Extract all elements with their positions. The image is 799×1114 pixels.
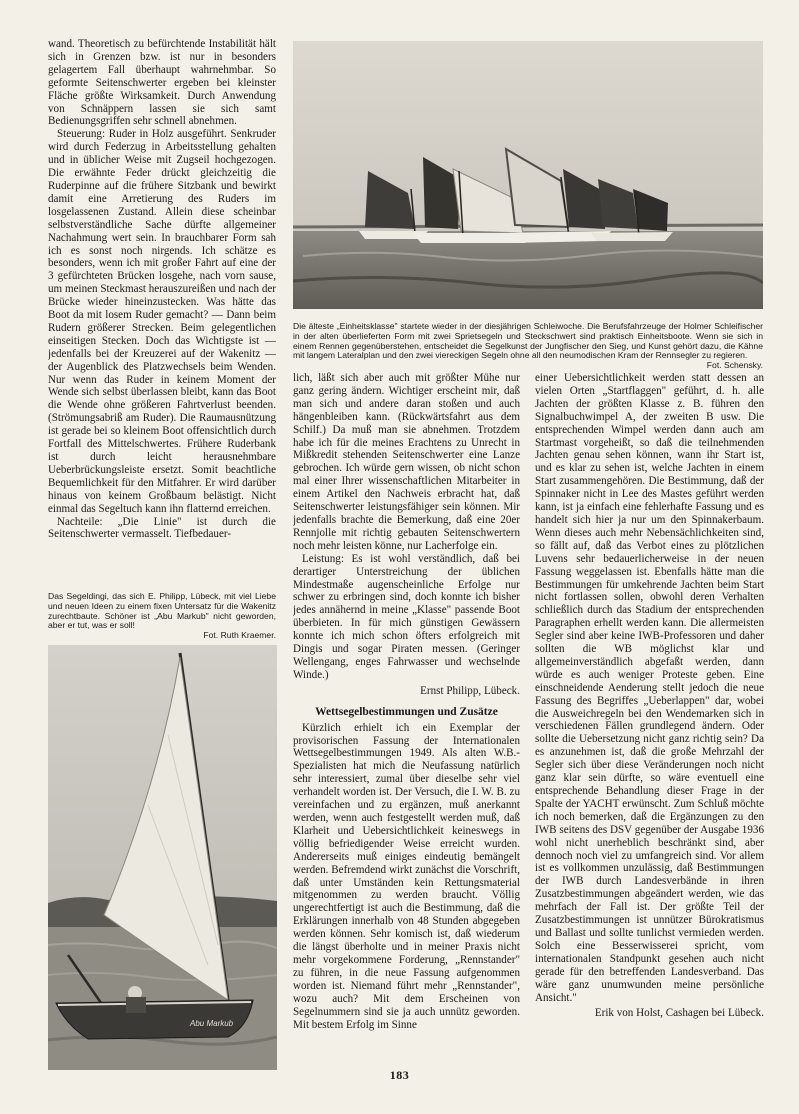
- photo-credit: Fot. Schensky.: [706, 360, 763, 371]
- svg-text:Abu Markub: Abu Markub: [190, 1019, 234, 1028]
- photo-credit: Fot. Ruth Kraemer.: [203, 630, 276, 641]
- paragraph: Nachteile: „Die Linie" ist durch die Seitenschwerter vermasselt. Tiefbedauer-: [48, 515, 276, 541]
- regatta-illustration: [293, 41, 763, 309]
- paragraph: Steuerung: Ruder in Holz ausgeführt. Senkruder wird durch Federzug in Arbeitsstellung gehalten und in üblicher Weise mit Zugseil hochgezogen. Die erwähnte Feder drückt gleichzeitig die Ruderpinne auf die frühere Sitzbank und bewirkt damit eine Arretierung des Ruders im losgelassenen Zustand. Allein diese scheinbar selbstverständliche Sache dürfte allgemeiner Nachahmung wert sein. In brauchbarer Form sah ich es sonst noch nirgends. Ich schätze es besonders, wenn ich mit großer Fahrt auf eine der 3 gefürchteten Brücken losgehe, nach vorn sause, um meinen Steckmast herauszureißen und nach der Brücke wieder hineinzustecken. Was hätte das Boot da mit losem Ruder gemacht? — Dann beim Rudern größerer Strecken. Beim gelegentlichen einseitigen Stecken. Doch das Wichtigste ist — jedenfalls bei der Kreuzerei auf der Wakenitz — der Augenblick des Platzwechsels beim Wenden. Nur wenn das Ruder in keinem Moment der Wende sich selbst überlassen bleibt, kann das Boot die Wende ohne größeren Fahrtverlust beenden. (Strömungsabriß am Ruder). Die Raumausnützung ist gerade bei so kleinem Boot offensichtlich durch Fortfall des Mittelschwertes. Frühere Ruderbank ist durch leicht herausnehmbare Ueberbrückungsleiste ersetzt. Somit beachtliche Bequemlichkeit für den Mitfahrer. Er wird darüber hinaus von keinem Großbaum belästigt. Nicht einmal das Segeltuch kann ihn flatternd erreichen.: [48, 128, 276, 515]
- caption-text: Das Segeldingi, das sich E. Philipp, Lübeck, mit viel Liebe und neuen Ideen zu einem fixen Untersatz für die Wakenitz zurechtbaute. Schöner ist „Abu Markub" nicht geworden, aber er tut, was er soll!: [48, 591, 276, 631]
- paragraph: Kürzlich erhielt ich ein Exemplar der provisorischen Fassung der Internationalen Wettsegelbestimmungen 1949. Als alten W.B.-Spezialisten hat mich die Neufassung natürlich sehr interessiert, zumal über dieselbe sehr viel verhandelt worden ist. Der Versuch, die I. W. B. zu vereinfachen und zu ergänzen, muß anerkannt werden, wenn auch festgestellt werden muß, daß Klarheit und Uebersichtlichkeit keineswegs in völlig befriedigender Weise erreicht wurden. Andererseits muß einiges eindeutig bemängelt werden. Befremdend wirkt zunächst die Vorschrift, daß unter Umständen kein Rettungsmaterial mitgenommen zu werden braucht. Völlig ungerechtfertigt ist auch die Bestimmung, daß die Erklärungen innerhalb von 48 Stunden abgegeben werden können. Sehr komisch ist, daß wiederum die längst überholte und in meiner Praxis nicht mehr vorgekommene Forderung, „Rennstander" zu führen, in die neue Fassung aufgenommen worden ist. Niemand führt mehr „Rennstander", wozu auch? Mit dem Erscheinen von Segelnummern sind sie ja auch unnütz geworden. Mit bestem Erfolg im Sinne: [293, 721, 520, 1031]
- regatta-photo-caption: [293, 322, 763, 371]
- left-photo-caption: [48, 592, 276, 641]
- middle-column-text: [293, 372, 520, 1058]
- author-signature: Erik von Holst, Cashagen bei Lübeck.: [594, 1007, 764, 1020]
- caption-text: Die älteste „Einheitsklasse" startete wieder in der diesjährigen Schleiwoche. Die Berufsfahrzeuge der Holmer Schleifischer in der alten überlieferten Form mit zwei Sprietsegeln und Steckschwert sind praktisch Einheitsboote. Wenn sie sich in einem Rennen gegenüberstehen, entscheidet die Segelkunst der Jungfischer den Sieg, und Kunst gehört dazu, die Kähne mit langem Lateralplan und den zwei viereckigen Segeln ohne all den neumodischen Kram der Rennsegler zu regieren.: [293, 321, 763, 361]
- dinghy-illustration: [48, 645, 277, 1070]
- paragraph: einer Uebersichtlichkeit werden statt dessen an vielen Orten „Startflaggen" geführt, d. h. alle Jachten der größten Klasse z. B. führen den Signalbuchwimpel A, der zweiten B usw. Die entsprechenden Wimpel werden dann auch am Startmast vorgeheißt, so daß die teilnehmenden Jachten genau sehen können, wann ihr Start ist, und es klar zu sehen ist, welche Jachten in einem Start zusammengehören. Die Bestimmung, daß der Spinnaker nicht in Lee des Mastes geführt werden kann, ist ja einfach eine fehlerhafte Fassung und es handelt sich hier ja nur um den Spinnakerbaum. Wenn dieses auch mehr Nebensächlichkeiten sind, so fällt auf, daß das Verbot eines zu plötzlichen Luvens sehr bedauerlicherweise in der neuen Fassung weggelassen ist. Ebenfalls hätte man die Bestimmungen für umkehrende Jachten beim Start nicht fortlassen sollen, obwohl deren Verhalten schließlich durch das Stadium der entsprechenden Paragraphen erhellt werden kann. Die allermeisten Segler sind aber keine IWB-Professoren und daher sollten die WB möglichst klar und allgemeinverständlich abgefaßt werden, dann würde es auch weniger Proteste geben. Eine einschneidende Aenderung stellt jedoch die neue Fassung des Begriffes „Ueberlappen" dar, wobei die Ausweichregeln bei den Wendemarken sich in verschiedenen Fällen grundlegend ändern. Oder sollte die Uebersetzung nicht ganz richtig sein? Da es anzunehmen ist, daß die große Mehrzahl der Segler sich über diese Veränderungen noch nicht ganz klar sein dürfte, so wäre eventuell eine entsprechende Behandlung dieser Frage in der Spalte der YACHT erwünscht. Zum Schluß möchte ich noch bemerken, daß die Ergänzungen zu den IWB seitens des DSV gegenüber der Ausgabe 1936 wohl nicht unerheblich beschränkt sind, aber dennoch noch viel zu umfangreich sind. Vor allem ist es vollkommen unzulässig, daß Bestimmungen der IWB durch Landesverbände in ihren Zusatzbestimmungen abgeändert werden, wie das mehrfach der Fall ist. Der größte Teil der Zusatzbestimmungen ist unnützer Bürokratismus und Ballast und sollte tunlichst vermieden werden. Solch eine Besserwisserei spricht, vom internationalen Standpunkt gesehen auch nicht gerade für den betreffenden Landesverband. Das wäre ganz unumwunden meine persönliche Ansicht.": [535, 372, 764, 1004]
- paragraph: lich, läßt sich aber auch mit größter Mühe nur ganz gering ändern. Wichtiger erscheint mir, daß man sich und andere daran stoßen und auch hängenbleiben kann. (Rückwärtsfahrt aus dem Schilf.) Da muß man sie abnehmen. Trotzdem habe ich für die meines Erachtens zu Unrecht in Mißkredit stehenden Seitenschwerter eine Lanze gebrochen. Ich würde gern wissen, ob nicht schon mal einer Ihrer wissenschaftlichen Mitarbeiter in einem Artikel den Nachweis erbracht hat, daß Seitenschwerter leistungsfähiger sein können. Mir jedenfalls brachte die Bemerkung, daß eine 20er Rennjolle mit richtig gebauten Seitenschwertern noch mehr leisten könne, nur Lacherfolge ein.: [293, 372, 520, 552]
- page-number: 183: [389, 1068, 410, 1082]
- section-heading: Wettsegelbestimmungen und Zusätze: [315, 705, 498, 718]
- right-column-text: [535, 372, 764, 1058]
- paragraph: Leistung: Es ist wohl verständlich, daß bei derartiger Unterstreichung der üblichen Mindestmaße augenscheinliche Erfolge nur schwer zu erbringen sind, doch konnte ich bisher jedes annähernd in meine „Klasse" passende Boot überbieten. In für mich günstigen Gewässern konnte ich mich schon öfters erfolgreich mit Dingis und sogar Piraten messen. (Geringer Wellengang, enges Fahrwasser und wechselnde Winde.): [293, 552, 520, 681]
- regatta-photo: [293, 41, 763, 309]
- left-column-text: [48, 38, 276, 582]
- paragraph: wand. Theoretisch zu befürchtende Instabilität hält sich in Grenzen bzw. ist nur in besonders gelagertem Fall überhaupt wahrnehmbar. So geformte Seitenschwerter ergeben bei kleinster Fläche größte Wirksamkeit. Durch Anwendung von Schnäppern lassen sie sich samt Bedienungsgriffen sehr schnell abnehmen.: [48, 38, 276, 128]
- dinghy-photo: [48, 645, 277, 1070]
- author-signature: Ernst Philipp, Lübeck.: [420, 684, 520, 697]
